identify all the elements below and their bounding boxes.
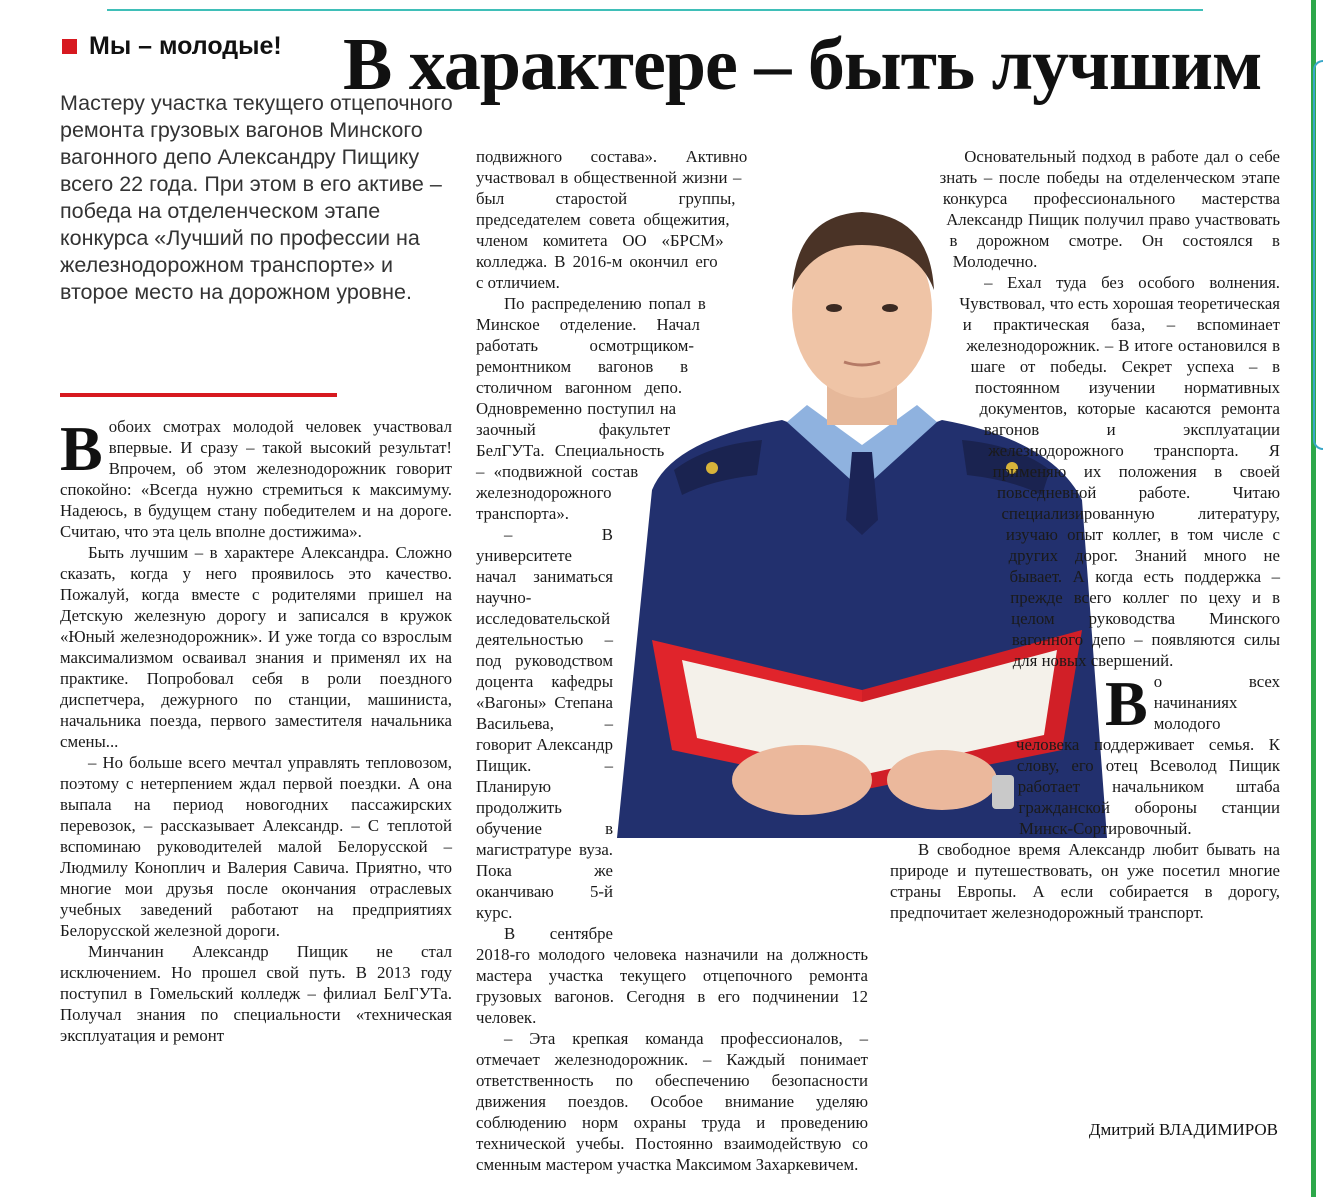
rubric-label: Мы – молодые! [89, 32, 282, 60]
drop-cap: В [60, 413, 103, 484]
author-signature: Дмитрий ВЛАДИМИРОВ [1088, 1120, 1278, 1139]
article-column-3 [890, 146, 1280, 923]
lead-paragraph: Мастеру участка текущего отцепочного ремонта грузовых вагонов Минского вагонного депо Александру Пищику всего 22 года. При этом в его активе – победа на отделенческом этапе конкурса «Лучший по профессии на железнодорожном транспорте» и второе место на дорожном уровне. [60, 91, 453, 304]
blue-edge-tab [1313, 60, 1323, 450]
paragraph: подвижного состава». Активно участвовал в общественной жизни – был старостой группы, председателем совета общежития, членом комитета ОО «БРСМ» колледжа. В 2016-м окончил его с отличием. [476, 147, 748, 292]
paragraph-text: обоих смотрах молодой человек участвовал впервые. И сразу – такой высокий результат! Впрочем, об этом железнодорожник говорит спокойно: «Всегда нужно стремиться к максимуму. Надеюсь, в будущем стану победителем и на дороге. Считаю, что эта цель вполне достижима». [60, 417, 452, 541]
paragraph: По распределению попал в Минское отделение. Начал работать осмотрщиком-ремонтником вагонов в столичном вагонном депо. Одновременно поступил на заочный факультет БелГУТа. Специальность – «подвижной состав железнодорожного транспорта». [476, 294, 706, 523]
paragraph [60, 413, 452, 542]
paragraph: В свободное время Александр любит бывать на природе и путешествовать, он уже посетил многие страны Европы. А если собирается в дорогу, предпочитает железнодорожный транспорт. [890, 840, 1280, 922]
paragraph: Быть лучшим – в характере Александра. Сложно сказать, когда у него проявилось это качество. Пожалуй, когда вместе с родителями пришел на Детскую железную дорогу и записался в кружок «Юный железнодорожник». И уже тогда со взрослым максимализмом осваивал знания и применял их на практике. Попробовал себя в роли поездного диспетчера, дежурного по станции, машиниста, начальника поезда, первого заместителя начальника смены... [60, 543, 452, 751]
article-column-2 [476, 146, 868, 1175]
paragraph: В сентябре 2018-го молодого человека назначили на должность мастера участка текущего отцепочного ремонта грузовых вагонов. Сегодня в его подчинении 12 человек. [476, 924, 868, 1027]
paragraph: – Эта крепкая команда профессионалов, – отмечает железнодорожник. – Каждый понимает ответственность по обеспечению безопасности движения поездов. Особое внимание уделяю соблюдению норм охраны труда и проведению технической учебы. Постоянно взаимодействую со сменным мастером участка Максимом Захаркевичем. [476, 1029, 868, 1174]
lead-underline [60, 393, 337, 397]
rubric [62, 32, 282, 61]
paragraph: – Ехал туда без особого волнения. Чувствовал, что есть хорошая теоретическая и практическая база, – вспоминает железнодорожник. – В итоге остановился в шаге от победы. Секрет успеха – в постоянном изучении нормативных документов, которые касаются ремонта вагонов и эксплуатации железнодорожного транспорта. Я применяю их положения в своей повседневной работе. Читаю специализированную литературу, изучаю опыт коллег, в том числе с других дорог. Знаний много не бывает. А когда есть поддержка – прежде всего коллег по цеху и в целом руководства Минского вагонного депо – появляются силы для новых свершений. [959, 273, 1280, 670]
paragraph: Минчанин Александр Пищик не стал исключением. Но прошел свой путь. В 2013 году поступил в Гомельский колледж – филиал БелГУТа. Получал знания по специальности «техническая эксплуатация и ремонт [60, 942, 452, 1045]
paragraph-text: о всех начинаниях молодого человека поддерживает семья. К слову, его отец Всеволод Пищик работает начальником штаба гражданской обороны станции Минск-Сортировочный. [1016, 672, 1280, 838]
page-edge-decoration [1305, 0, 1323, 1197]
top-rule [107, 9, 1203, 11]
drop-cap: В [1105, 668, 1148, 739]
paragraph: – Но больше всего мечтал управлять тепловозом, поэтому с нетерпением ждал первой поездки. А она выпала на период новогодних пассажирских перевозок, – рассказывает Александр. – С теплотой вспоминаю руководителей малой Белорусской – Людмилу Коноплич и Валерия Савича. Приятно, что многие мои друзья после окончания отраслевых учебных заведений работают на предприятиях Белорусской железной дороги. [60, 753, 452, 940]
paragraph: Основательный подход в работе дал о себе знать – после победы на отделенческом этапе конкурса профессионального мастерства Александр Пищик получил право участвовать в дорожном смотре. Он состоялся в Молодечно. [939, 147, 1280, 271]
headline: В характере – быть лучшим [343, 24, 1262, 106]
paragraph: – В университете начал заниматься научно-исследовательской деятельностью – под руководством доцента кафедры «Вагоны» Степана Васильева, – говорит Александр Пищик. – Планирую продолжить обучение в магистратуре вуза. Пока же оканчиваю 5-й курс. [476, 525, 613, 922]
article-column-1 [60, 413, 452, 1046]
rubric-marker-icon [62, 39, 77, 54]
